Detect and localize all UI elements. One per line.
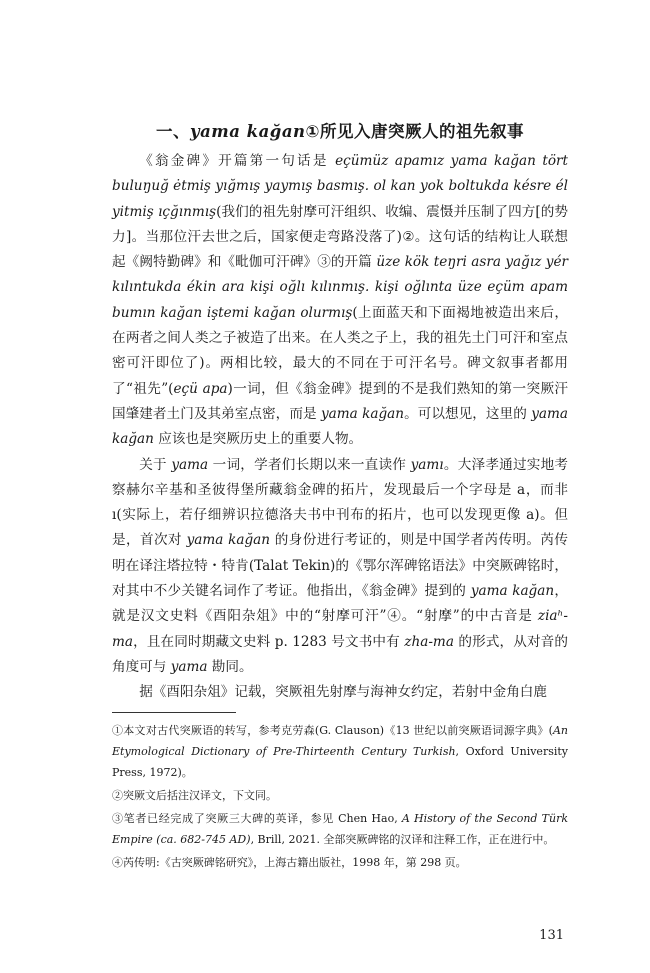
text-run: (我们的祖先射摩可汗组织、收编、震慑并压制了四方[的势力]。当那位汗去世之后，国家便走弯路没落了)②。这句话的结构让人联想起《阙特勤碑》和《毗伽可汗碑》③的开篇 — [112, 203, 568, 271]
footnote-divider — [112, 712, 236, 713]
text-run: 据《酉阳杂俎》记载，突厥祖先射摩与海神女约定，若射中金角白鹿 — [139, 684, 547, 701]
text-run: , Brill, 2021. 全部突厥碑铭的汉译和注释工作，正在进行中。 — [250, 833, 555, 846]
text-run: 关于 — [139, 456, 172, 473]
paragraph — [112, 680, 568, 705]
footnote — [112, 785, 568, 806]
footnote — [112, 852, 568, 873]
text-run: ①本文对古代突厥语的转写，参考克劳森(G. Clauson)《13 世纪以前突厥语词源字典》( — [112, 724, 553, 737]
paragraph — [112, 453, 568, 681]
text-run: 勘同。 — [207, 658, 253, 675]
paragraph — [112, 149, 568, 453]
italic-text: yama — [170, 658, 208, 675]
italic-text: yama kağan — [186, 532, 271, 549]
italic-text: zha-ma — [404, 633, 454, 650]
text-run: 。大泽孝通过实地考察赫尔辛基和圣彼得堡所藏翁金碑的拓片，发现最后一个字母是 a，而非 ı(实际上，若仔细辨识拉德洛夫书中刊布的拓片，也可以发现更像 a)。但是，首次对 — [112, 456, 568, 549]
italic-text: yama kağan — [320, 405, 405, 422]
text-run: )一词，但《翁金碑》提到的不是我们熟知的第一突厥汗国肇建者土门及其弟室点密，而是 — [112, 380, 569, 422]
section-title — [112, 118, 568, 142]
text-run: ③笔者已经完成了突厥三大碑的英译，参见 Chen Hao, — [112, 812, 402, 825]
footnote — [112, 720, 568, 783]
italic-text: yama kağan — [470, 583, 555, 600]
italic-text: ziaʰ-ma — [112, 608, 568, 650]
italic-text: yama — [171, 456, 209, 473]
text-run: (上面蓝天和下面褐地被造出来后，在两者之间人类之子被造了出来。在人类之子上，我的祖先土门可汗和室点密可汗即位了)。两相比较，最大的不同在于可汗名号。碑文叙事者都用了“祖先”( — [112, 304, 568, 397]
footnote — [112, 808, 568, 850]
footnote-ref-1[interactable]: ① — [305, 122, 320, 142]
text-run: , Oxford University Press, 1972)。 — [112, 745, 568, 779]
text-run: ④芮传明:《古突厥碑铭研究》，上海古籍出版社，1998 年，第 298 页。 — [112, 856, 467, 869]
body-text — [112, 149, 568, 706]
page-number: 131 — [539, 928, 564, 943]
italic-text: eçümüz apamız yama kağan tört buluŋuğ ėtmiş yığmış yaymış basmış. ol kan yok boltukda késre él yitmiş ıçğınmış — [112, 153, 568, 220]
text-run: ，就是汉文史料《酉阳杂俎》中的“射摩可汗”④。“射摩”的中古音是 — [112, 583, 568, 625]
text-run: 。可以想见，这里的 — [404, 405, 532, 422]
text-run: 一词，学者们长期以来一直读作 — [208, 456, 411, 473]
text-run: ②突厥文后括注汉译文，下文同。 — [112, 789, 277, 802]
text-run: 《翁金碑》开篇第一句话是 — [139, 153, 336, 169]
footnotes — [112, 720, 568, 875]
text-run: ，且在同时期藏文史料 p. 1283 号文书中有 — [133, 633, 405, 650]
italic-text: A History of the Second Türk Empire (ca. 682-745 AD) — [112, 812, 568, 846]
text-run: 的形式，从对音的角度可与 — [112, 633, 568, 675]
section-title-term: yama kağan — [189, 122, 306, 142]
text-run: 应该也是突厥历史上的重要人物。 — [153, 431, 363, 448]
section-title-prefix: 一、 — [155, 122, 190, 142]
italic-text: eçü apa — [173, 380, 228, 397]
italic-text: An Etymological Dictionary of Pre-Thirteenth Century Turkish — [112, 724, 568, 758]
italic-text: üze kök teŋri asra yağız yér kılıntukda ékin ara kişi oğlı kılınmış. kişi oğlıntа üze eçüm apam bumın kağan iştemi kağan olurmış — [112, 254, 568, 321]
italic-text: yama kağan — [112, 405, 568, 448]
section-title-rest: 所见入唐突厥人的祖先叙事 — [320, 122, 524, 142]
text-run: 的身份进行考证的，则是中国学者芮传明。芮传明在译注塔拉特・特肯(Talat Tekin)的《鄂尔浑碑铭语法》中突厥碑铭时，对其中不少关键名词作了考证。他指出，《翁金碑》提到的 — [112, 532, 568, 600]
italic-text: yamı — [410, 456, 444, 473]
